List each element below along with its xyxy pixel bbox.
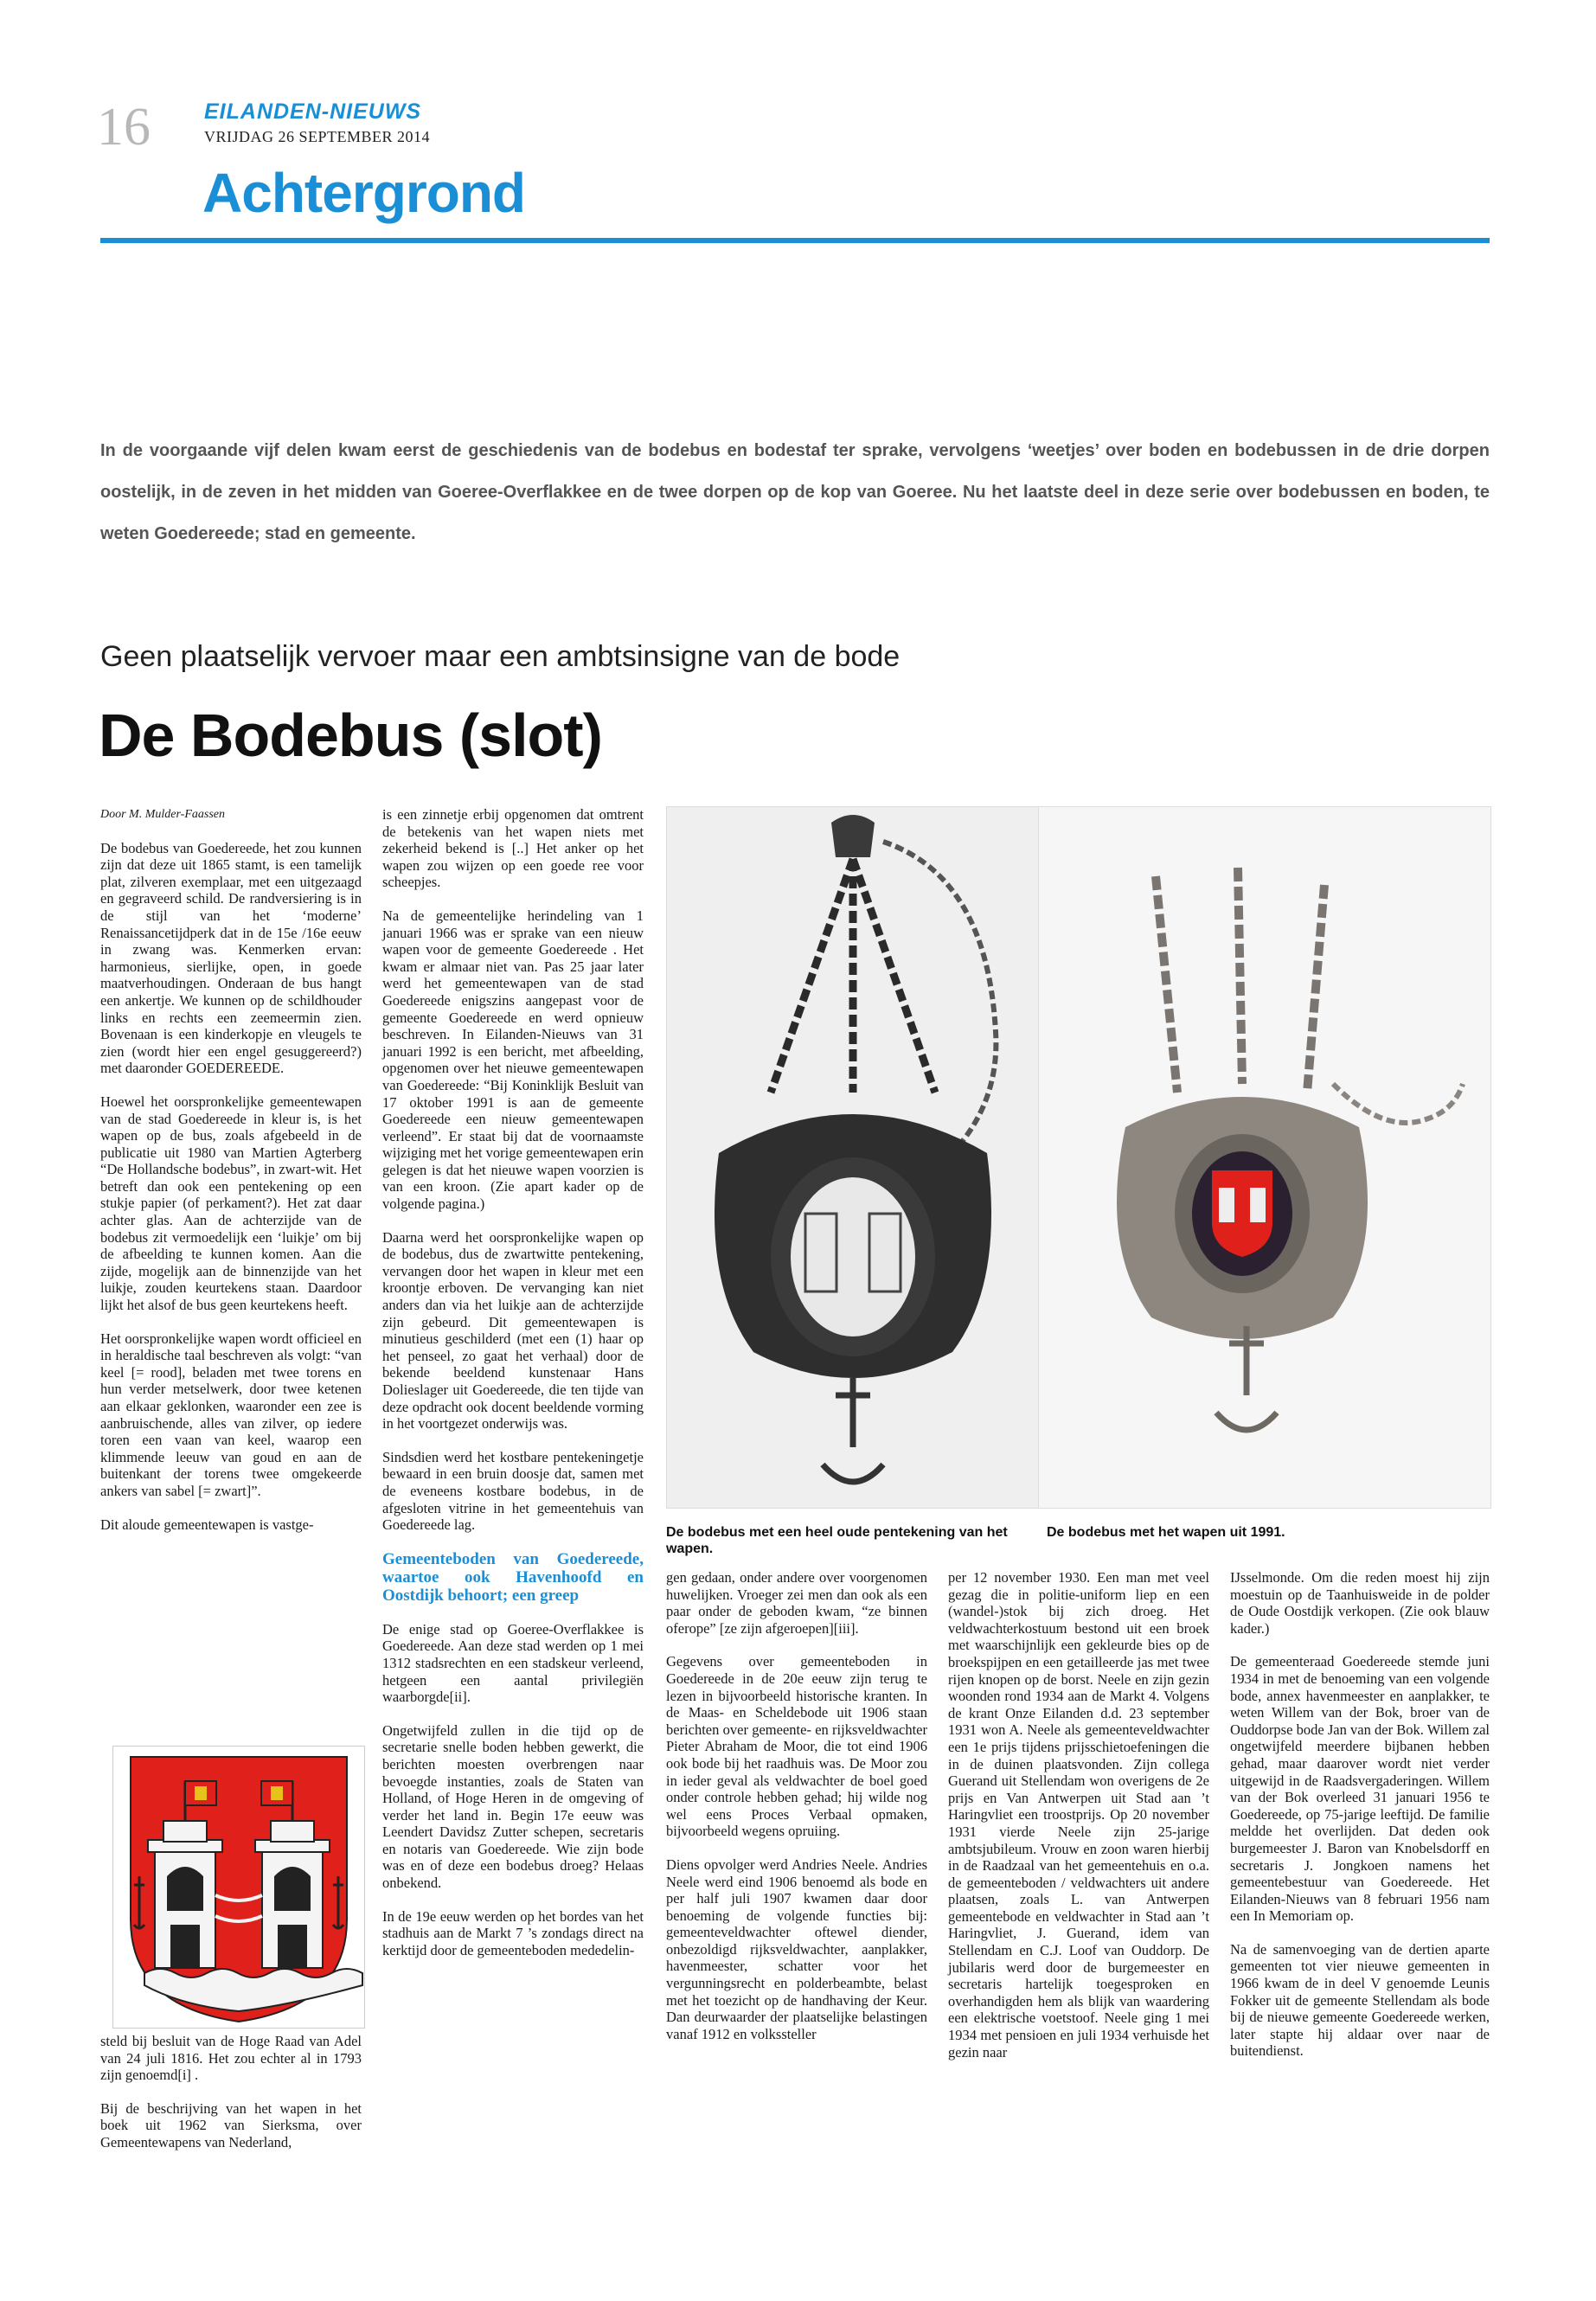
section-rule	[100, 238, 1490, 243]
paragraph: Diens opvolger werd Andries Neele. Andries Neele werd eind 1906 benoemd als bode en per half juli 1907 kwamen daar door benoeming de volgende functies bij: gemeenteveldwachter oftewel diender, onbezoldigd rijksveldwachter, aanplakker, havenmeester, schatter voor het vergunningsrecht en polderbeambte, belast met het toezicht op de handhaving der Keur. Dan deurwaarder der plaatselijke belastingen vanaf 1912 en volkssteller	[666, 1856, 927, 2042]
paragraph: Na de samenvoeging van de dertien aparte gemeenten tot vier nieuwe gemeenten in 1966 kwam de in deel V genoemde Leunis Fokker uit de gemeente Stellendam als bode bij de nieuwe gemeente Goedereede werken, later stapte hij aldaar over naar de buitendienst.	[1230, 1940, 1490, 2060]
issue-date: VRIJDAG 26 SEPTEMBER 2014	[204, 128, 431, 145]
paragraph: Daarna werd het oorspronkelijke wapen op de bodebus, dus de zwartwitte pentekening, vervangen door het wapen in kleur met een kroontje erboven. De vervanging kan niet anders dan via het luikje aan de achterzijde zijn gebeurd. Dit gemeentewapen is minutieus geschilderd (met een (1) haar op het penseel, zo gaat het verhaal) door de bekende beeldend kunstenaar Hans Dolieslager uit Goedereede, die ten tijde van deze opdracht ook docent beeldende vorming in het voortgezet onderwijs was.	[382, 1228, 644, 1433]
coat-of-arms-icon	[113, 1747, 364, 2028]
article-column-2	[382, 806, 644, 1975]
article-column-4	[948, 1569, 1209, 2077]
paragraph: Sindsdien werd het kostbare pentekeningetje bewaard in een bruin doosje dat, samen met de eveneens kostbare bodebus, in de afgesloten vitrine in het gemeentehuis van Goedereede lag.	[382, 1448, 644, 1534]
photo-old-bodebus	[666, 806, 1040, 1509]
article-column-1-continued	[100, 2033, 362, 2168]
bodebus-bw-icon	[667, 807, 1039, 1508]
paragraph: is een zinnetje erbij opgenomen dat omtrent de betekenis van het wapen niets met zekerheid bekend is [..] Het anker op het wapen zou wijzen op een goede ree voor scheepjes.	[382, 806, 644, 891]
paragraph: Hoewel het oorspronkelijke gemeentewapen van de stad Goedereede in kleur is, is het wapen op de bus, zoals afgebeeld in de publicatie uit 1980 van Martien Agterberg “De Hollandsche bodebus”, in zwart-wit. Het betreft dan ook een pentekening op een stukje papier (of perkament?). Het zat daar achter glas. Aan de achterzijde van de bodebus zit vermoedelijk een ‘luikje’ om bij de afbeelding te kunnen komen. Aan die zijde, mogelijk aan de binnenzijde van het luikje, zouden keurtekens staan. Daardoor lijkt het alsof de bus geen keurtekens heeft.	[100, 1093, 362, 1314]
paragraph: De enige stad op Goeree-Overflakkee is Goedereede. Aan deze stad werden op 1 mei 1312 stadsrechten en een stadskeur verleend, hetgeen een aantal privilegiën waarborgde[ii].	[382, 1620, 644, 1706]
paragraph: Gegevens over gemeenteboden in Goedereede in de 20e eeuw zijn terug te lezen in bijvoorbeeld historische kranten. In de Maas- en Scheldebode uit 1906 staan berichten over gemeente- en rijksveldwachter Pieter Abraham de Moor, die tot eind 1906 ook bode bij het raadhuis was. De Moor zou in ieder geval als veldwachter de boel goed onder controle hebben gehad; hij wilde nog wel eens Proces Verbaal opmaken, bijvoorbeeld wegens opruiing.	[666, 1653, 927, 1840]
paragraph: steld bij besluit van de Hoge Raad van Adel van 24 juli 1816. Het zou echter al in 1793 zijn genoemd[i] .	[100, 2033, 362, 2084]
paragraph: Het oorspronkelijke wapen wordt officieel en in heraldische taal beschreven als volgt: “van keel [= rood], beladen met twee torens en hun verder metselwerk, door twee ketenen aan elkaar geklonken, waaronder een zee is aanbruischende, alles van zilver, op iedere toren een vaan van keel, waarop een klimmende leeuw van goud en aan de buitenkant der torens twee omgekeerde ankers van sabel [= zwart]”.	[100, 1330, 362, 1499]
paragraph: gen gedaan, onder andere over voorgenomen huwelijken. Vroeger zei men dan ook als een paar onder de geboden kwam, “ze binnen oferope” [ze zijn afgeroepen][iii].	[666, 1569, 927, 1637]
bodebus-color-icon	[1039, 807, 1490, 1508]
paragraph: De gemeenteraad Goedereede stemde juni 1934 in met de benoeming van een volgende bode, annex havenmeester en aanplakker, te weten Willem van der Bok, broer van de Ouddorpse bode Jan van der Bok. Willem zal ongetwijfeld meerdere bijbanen hebben gehad, maar daarover wordt niet verder uitgewijd in de Raadsvergaderingen. Willem van der Bok overleed 31 januari 1956 te Goedereede, op 75-jarige leeftijd. De familie meldde het overlijden. Dat deden ook burgemeester J. Baron van Knobelsdorff en secretaris J. Jongkoen namens het gemeentebestuur van Goedereede. Het Eilanden-Nieuws van 8 februari 1956 nam een In Memoriam op.	[1230, 1653, 1490, 1925]
article-kicker: Geen plaatselijk vervoer maar een ambtsinsigne van de bode	[100, 640, 901, 673]
paragraph: Ongetwijfeld zullen in die tijd op de secretarie snelle boden hebben gewerkt, die berichten moesten overbrengen naar bevoegde instanties, zoals de Staten van Holland, of Hoge Heren in de omgeving of verder het land in. Begin 17e eeuw was Leendert Davidsz Zutter schepen, secretaris en notaris van Goedereede. Wie zijn bode was en of deze een bodebus droeg? Helaas onbekend.	[382, 1721, 644, 1892]
article-column-1	[100, 806, 362, 1533]
paragraph: Na de gemeentelijke herindeling van 1 januari 1966 was er sprake van een nieuw wapen voor de gemeente Goedereede . Het kwam er almaar niet van. Pas 25 jaar later werd het gemeentewapen van de stad Goedereede enigszins aangepast voor de gemeente Goedereede en werd opnieuw beschreven. In Eilanden-Nieuws van 31 januari 1992 is een bericht, met afbeelding, opgenomen over het nieuwe gemeentewapen van Goedereede: “Bij Koninklijk Besluit van 17 oktober 1991 is aan de gemeente Goedereede een nieuw gemeentewapen verleend”. Er staat bij dat de voornaamste wijziging met het vorige gemeentewapen erin gelegen is dat het nieuwe wapen voorzien is van een kroon. (Zie apart kader op de volgende pagina.)	[382, 907, 644, 1213]
byline: Door M. Mulder-Faassen	[100, 808, 225, 821]
paragraph: In de 19e eeuw werden op het bordes van het stadhuis aan de Markt 7 ’s zondags direct na kerktijd door de gemeenteboden mededelin-	[382, 1907, 644, 1958]
paragraph: IJsselmonde. Om die reden moest hij zijn moestuin op de Taanhuisweide in de polder de Oude Oostdijk verkopen. (Zie ook blauw kader.)	[1230, 1569, 1490, 1637]
intro-paragraph: In de voorgaande vijf delen kwam eerst de geschiedenis van de bodebus en bodestaf ter sprake, vervolgens ‘weetjes’ over boden en bodebussen in de drie dorpen oostelijk, in de zeven in het midden van Goeree-Overflakkee en de twee dorpen op de kop van Goeree. Nu het laatste deel in deze serie over bodebussen en boden, te weten Goedereede; stad en gemeente.	[100, 441, 1490, 543]
article-headline: De Bodebus (slot)	[99, 702, 602, 769]
page-number: 16	[97, 98, 151, 157]
section-title: Achtergrond	[202, 162, 525, 224]
article-column-3	[666, 1569, 927, 2059]
photo-bodebus-1991	[1038, 806, 1491, 1509]
paragraph: De bodebus van Goedereede, het zou kunnen zijn dat deze uit 1865 stamt, is een tamelijk plat, zilveren exemplaar, met een uitgezaagd en gegraveerd schild. De randversiering is in de stijl van het ‘moderne’ Renaissancetijdperk dat in de 15e /16e eeuw in zwang was. Kenmerken ervan: harmonieus, sierlijke, open, in goede maatverhoudingen. Onderaan de bus hangt een ankertje. We kunnen op de schildhouder links en rechts een zeemeermin zien. Bovenaan is een kinderkopje en vleugels te zien (wordt hier een engel gesuggereerd?) met daaronder GOEDEREEDE.	[100, 839, 362, 1077]
paragraph: per 12 november 1930. Een man met veel gezag die in politie-uniform liep en een (wandel-)stok bij zich droeg. Het veldwachterkostuum bestond uit een broek met waarschijnlijk een gekleurde bies op de broekspijpen en een getailleerde jas met twee rijen knopen op de borst. Neele en zijn gezin woonden rond 1934 aan de Markt 4. Volgens de krant Onze Eilanden d.d. 23 september 1931 won A. Neele als gemeenteveldwachter een 1e prijs tijdens prijsschietoefeningen die in de duinen plaatsvonden. Zijn collega Guerand uit Stellendam won overigens de 2e prijs en Van Antwerpen uit Stad aan ’t Haringvliet een troostprijs. Op 20 november 1931 vierde Neele zijn 25-jarige ambtsjubileum. Vrouw en zoon waren hierbij in de Raadzaal van het gemeentehuis en o.a. de gemeenteboden / veldwachters uit andere plaatsen, zoals L. van Antwerpen gemeentebode en veldwachter in Stad aan ’t Haringvliet, J. Guerand, idem van Stellendam en C.J. Loof van Ouddorp. De jubilaris werd door de burgemeester en secretaris hartelijk toegesproken en overhandigden hem als blijk van waardering een elektrische voetstoof. Neele ging 1 mei 1934 met pensioen en juli 1934 verhuisde het gezin naar	[948, 1569, 1209, 2061]
coat-of-arms-image	[112, 1746, 365, 2029]
photo-2-caption: De bodebus met het wapen uit 1991.	[1047, 1525, 1285, 1540]
publication-logo: EILANDEN-NIEUWS	[204, 99, 422, 124]
photo-1-caption: De bodebus met een heel oude pentekening van het wapen.	[666, 1525, 1008, 1556]
article-column-5	[1230, 1569, 1490, 2076]
subheading: Gemeenteboden van Goedereede, waartoe ook Havenhoofd en Oostdijk behoort; een greep	[382, 1549, 644, 1605]
paragraph: Bij de beschrijving van het wapen in het boek uit 1962 van Sierksma, over Gemeentewapens van Nederland,	[100, 2099, 362, 2150]
paragraph: Dit aloude gemeentewapen is vastge-	[100, 1516, 314, 1533]
